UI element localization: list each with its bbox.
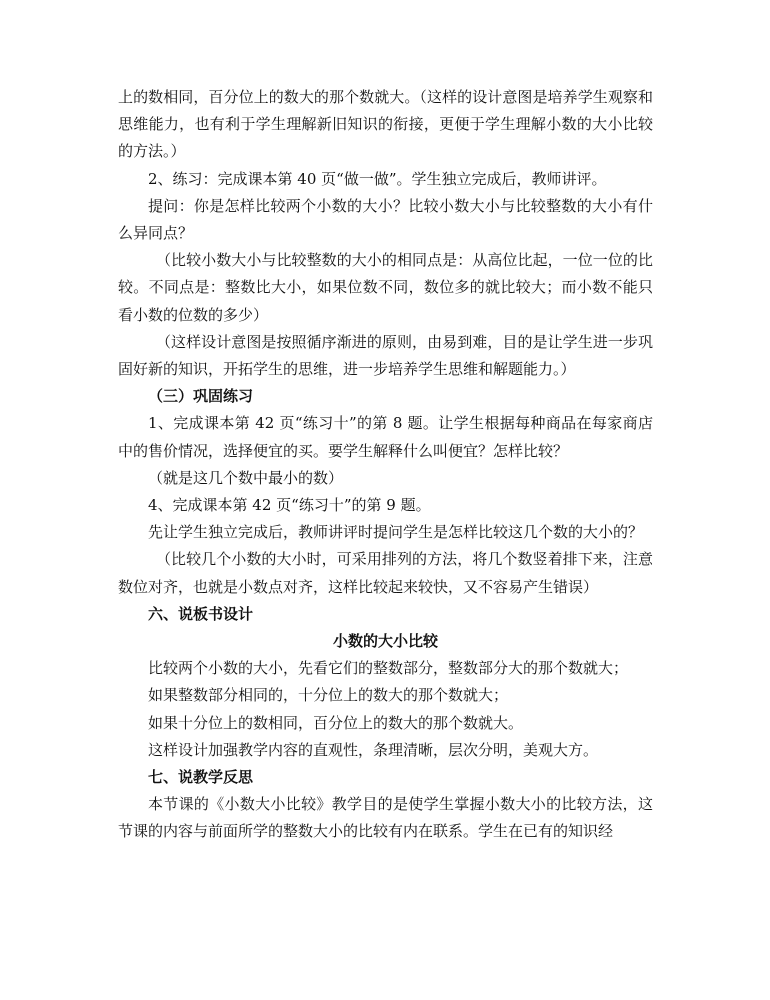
paragraph: 1、完成课本第 42 页“练习十”的第 8 题。让学生根据每种商品在每家商店中的售价情况，选择便宜的买。要学生解释什么叫便宜？怎样比较？ [118, 414, 653, 460]
paragraph: （比较几个小数的大小时，可采用排列的方法，将几个数竖着排下来，注意数位对齐，也就是小数点对齐，这样比较起来较快，又不容易产生错误） [118, 550, 653, 596]
paragraph: 本节课的《小数大小比较》教学目的是使学生掌握小数大小的比较方法，这节课的内容与前面所学的整数大小的比较有内在联系。学生在已有的知识经 [118, 795, 653, 841]
board-title: 小数的大小比较 [332, 632, 438, 651]
paragraph: 2、练习：完成课本第 40 页“做一做”。学生独立完成后，教师讲评。 [148, 169, 607, 188]
section-heading: 六、说板书设计 [148, 604, 254, 623]
paragraph: （这样设计意图是按照循序渐进的原则，由易到难，目的是让学生进一步巩固好新的知识，开拓学生的思维，进一步培养学生思维和解题能力。） [118, 332, 653, 379]
paragraph: （比较小数大小与比较整数的大小的相同点是：从高位比起，一位一位的比较。不同点是：整数比大小，如果位数不同，数位多的就比较大；而小数不能只看小数的位数的多少） [118, 251, 653, 324]
section-heading: （三）巩固练习 [148, 387, 254, 406]
paragraph: 先让学生独立完成后，教师讲评时提问学生是怎样比较这几个数的大小的？ [148, 523, 644, 542]
paragraph: 这样设计加强教学内容的直观性，条理清晰，层次分明，美观大方。 [148, 740, 599, 759]
paragraph: 上的数相同，百分位上的数大的那个数就大。（这样的设计意图是培养学生观察和思维能力，也有利于学生理解新旧知识的衔接，更便于学生理解小数的大小比较的方法。） [118, 88, 653, 161]
section-heading: 七、说教学反思 [148, 768, 254, 787]
paragraph: 如果整数部分相同的，十分位上的数大的那个数就大； [148, 686, 509, 705]
document-body [118, 84, 653, 846]
paragraph: 提问：你是怎样比较两个小数的大小？比较小数大小与比较整数的大小有什么异同点？ [118, 196, 653, 243]
paragraph: 如果十分位上的数相同，百分位上的数大的那个数就大。 [148, 713, 524, 732]
paragraph: 比较两个小数的大小，先看它们的整数部分，整数部分大的那个数就大； [148, 659, 629, 678]
paragraph: （就是这几个数中最小的数） [148, 468, 344, 487]
paragraph: 4、完成课本第 42 页“练习十”的第 9 题。 [148, 496, 431, 515]
